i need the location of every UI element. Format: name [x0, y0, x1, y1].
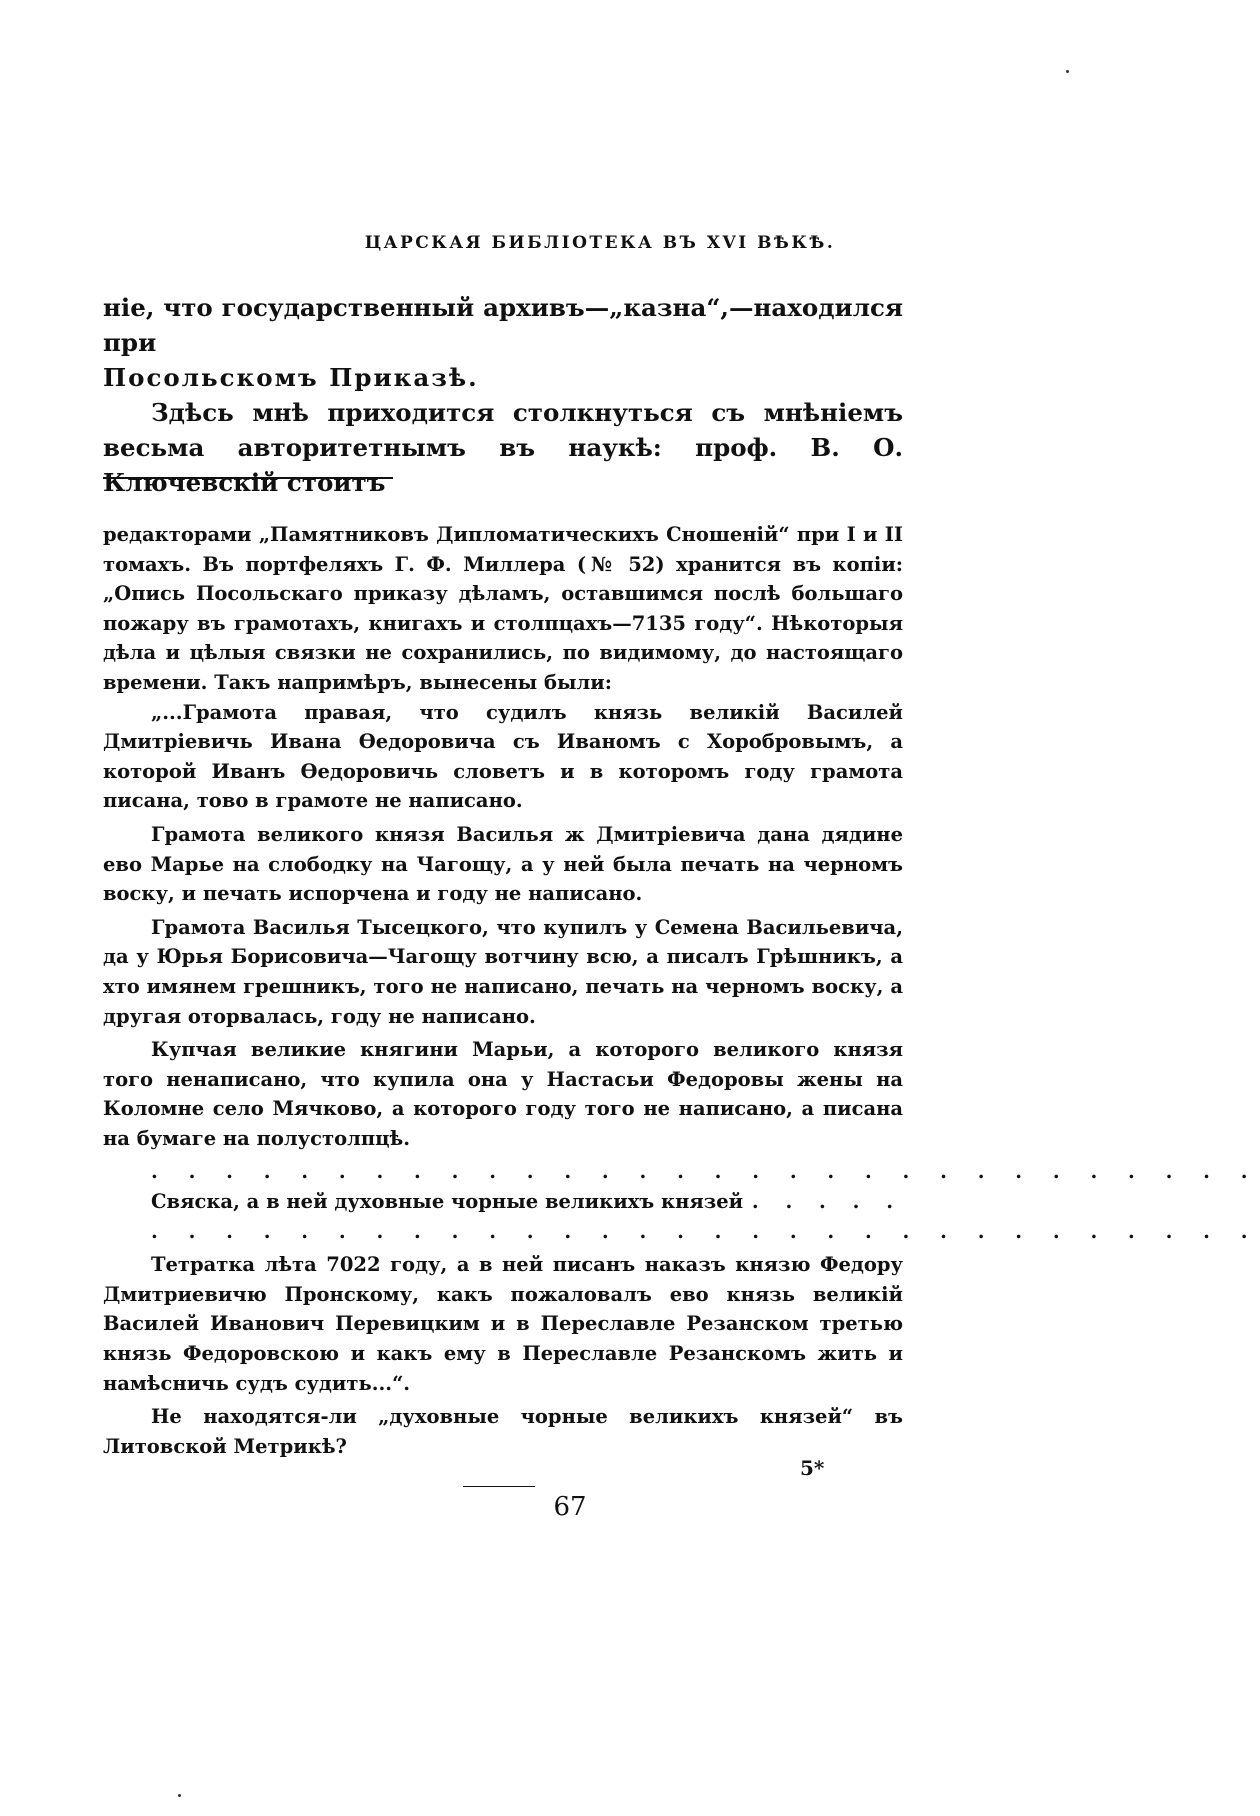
footnote-quote-5-text: Свяска, а в ней духовные чорные великихъ князей	[151, 1190, 744, 1214]
footnote-quote-3: Грамота Василья Тысецкого, что купилъ у Семена Васильевича, да у Юрья Борисовича—Чагощу вотчину всю, а писалъ Грѣшникъ, а хто имянем грешникъ, того не написано, печать на черномъ воску, а другая оторвалась, году не написано.	[103, 915, 903, 1028]
footnote	[103, 520, 1260, 1461]
scan-speck	[1066, 70, 1069, 73]
footnote-separator	[103, 477, 393, 479]
main-paragraph-2: Здѣсь мнѣ приходится столкнуться съ мнѣніемъ весьма авторитетнымъ въ наукѣ: проф. В. О. Ключевскій стоитъ	[103, 398, 903, 497]
footnote-quote-6: Тетратка лѣта 7022 году, а в ней писанъ наказъ князю Федору Дмитриевичю Пронскому, какъ пожаловалъ ево князь великій Василей Иванович Перевицким и в Переславле Резанском третью князь Федоровскою и какъ ему в Переславле Резанскомъ жить и намѣсничь судъ судить...“.	[103, 1253, 903, 1395]
page-number-rule	[463, 1486, 535, 1487]
main-p1-line1: ніе, что государственный архивъ—„казна“,—находился при	[103, 293, 903, 357]
ellipsis-row-1: . . . . . . . . . . . . . . . . . . . . . . . . . . . . . .	[151, 1160, 1260, 1184]
scan-speck	[178, 1794, 181, 1797]
main-paragraph-1	[103, 290, 903, 395]
ellipsis-row-2: . . . . . . . . . . . . . . . . . . . . . . . . . . . . . .	[151, 1219, 1260, 1243]
main-p1-line2: Посольскомъ Приказѣ.	[103, 363, 479, 392]
footnote-quote-1: „...Грамота правая, что судилъ князь великій Василей Дмитріевичь Ивана Өедоровича съ Иваномъ с Хоробровымъ, а которой Иванъ Өедоровичь словетъ и в которомъ году грамота писана, тово в грамоте не написано.	[103, 700, 903, 813]
footnote-quote-5-dots: . . . . .	[751, 1190, 903, 1214]
footnote-question: Не находятся-ли „духовные чорные великихъ князей“ въ Литовской Метрикѣ?	[103, 1405, 903, 1458]
main-text	[103, 290, 903, 500]
footnote-quote-2: Грамота великого князя Василья ж Дмитріевича дана дядине ево Марье на слободку на Чагощу, а у ней была печать на черномъ воску, и печать испорчена и году не написано.	[103, 822, 903, 906]
footnote-quote-5	[103, 1187, 903, 1217]
footnote-quote-4: Купчая великие княгини Марьи, а которого великого князя того ненаписано, что купила она у Настасьи Федоровы жены на Коломне село Мячково, а которого году того не написано, а писана на бумаге на полустолпцѣ.	[103, 1038, 903, 1150]
page-number: 67	[553, 1492, 587, 1522]
signature-mark: 5*	[800, 1456, 825, 1480]
footnote-intro: редакторами „Памятниковъ Дипломатическихъ Сношеній“ при I и II томахъ. Въ портфеляхъ Г. Ф. Миллера (№ 52) хранится въ копіи: „Опись Посольскаго приказу дѣламъ, оставшимся послѣ большаго пожару въ грамотахъ, книгахъ и столпцахъ—7135 году“. Нѣкоторыя дѣла и цѣлыя связки не сохранились, по видимому, до настоящаго времени. Такъ напримѣръ, вынесены были:	[103, 523, 903, 694]
running-title: ЦАРСКАЯ БИБЛІОТЕКА ВЪ XVI ВѢКѢ.	[364, 233, 836, 253]
